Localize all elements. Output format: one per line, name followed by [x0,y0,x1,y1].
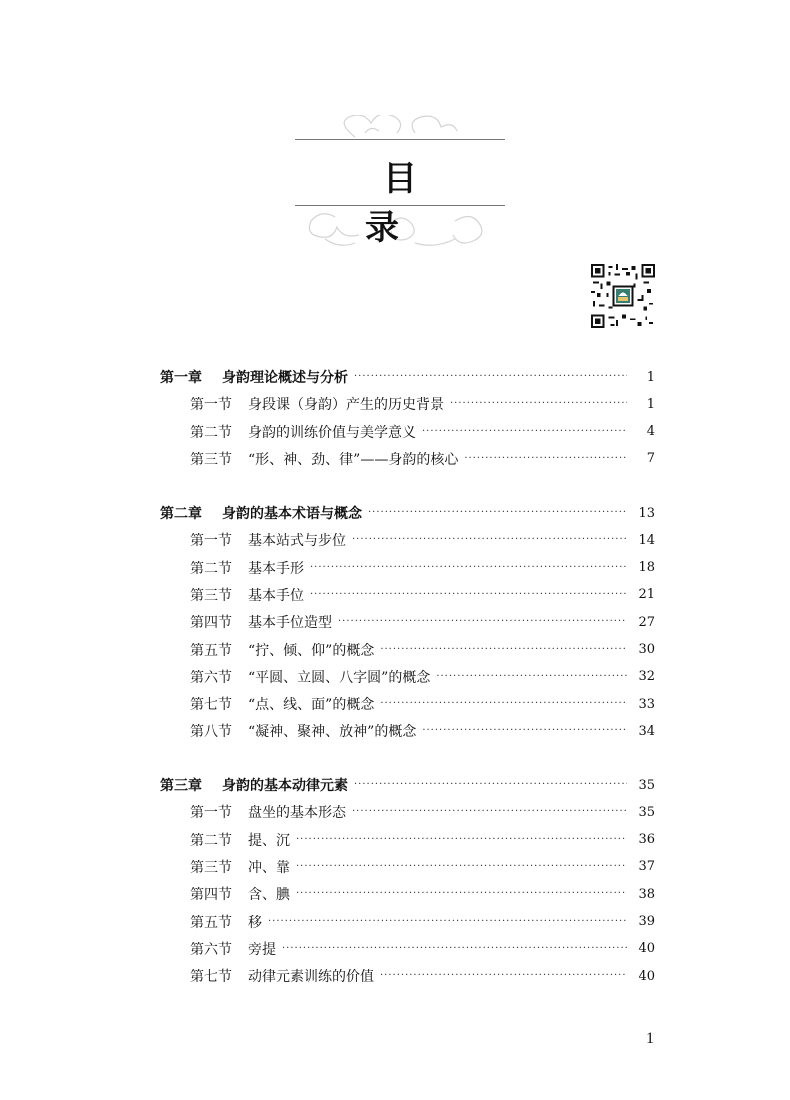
section-entry-number: 第五节 [190,642,232,659]
section-entry[interactable] [160,393,655,415]
chapter-entry-title: 身韵理论概述与分析 [222,370,348,386]
section-entry[interactable] [160,938,655,960]
dot-leader [352,805,627,819]
section-entry-label [160,640,374,660]
section-entry-page: 33 [638,696,655,712]
section-entry-page: 34 [638,723,655,739]
chapter-entry-label [160,503,362,523]
chapter-entry-title: 身韵的基本术语与概念 [222,506,362,522]
section-entry-page: 38 [638,886,655,902]
dot-leader [296,887,627,901]
section-entry-page: 40 [638,968,655,984]
section-entry-page: 1 [646,396,655,412]
dot-leader [268,915,627,929]
section-entry[interactable] [160,421,655,443]
dot-leader [310,588,627,602]
section-entry[interactable] [160,720,655,742]
section-entry-page: 36 [638,832,655,848]
section-entry-title: 基本站式与步位 [248,533,346,550]
chapter-entry-title: 身韵的基本动律元素 [222,778,348,794]
section-entry-page: 21 [638,587,655,603]
chapter-entry-number: 第三章 [160,778,202,794]
chapter-entry-number: 第一章 [160,370,202,386]
dot-leader [380,643,627,657]
section-entry-title: “形、神、劲、律”——身韵的核心 [248,451,459,468]
section-entry[interactable] [160,856,655,878]
qr-code-icon[interactable] [591,264,655,328]
section-entry-title: “点、线、面”的概念 [248,697,375,714]
section-entry-title: 基本手位造型 [248,615,332,632]
section-entry-number: 第七节 [190,697,232,714]
chapter-entry-number: 第二章 [160,506,202,522]
section-entry-title: 动律元素训练的价值 [248,969,374,986]
section-entry-number: 第一节 [190,805,232,822]
section-entry-page: 35 [638,804,655,820]
chapter-entry[interactable] [160,366,655,388]
chapter-entry-label [160,367,348,387]
section-entry-page: 14 [638,532,655,548]
section-entry-number: 第二节 [190,560,232,577]
section-entry-number: 第二节 [190,424,232,441]
section-entry-label [160,939,276,959]
section-entry-number: 第二节 [190,832,232,849]
section-entry-title: 移 [248,914,262,931]
section-entry[interactable] [160,529,655,551]
dot-leader [310,561,627,575]
section-entry[interactable] [160,883,655,905]
section-entry-title: 基本手位 [248,587,304,604]
dot-leader [352,533,627,547]
section-entry-label [160,449,458,469]
section-entry-title: “平圆、立圆、八字圆”的概念 [248,669,431,686]
section-entry-label [160,857,290,877]
section-entry-page: 37 [638,859,655,875]
section-entry[interactable] [160,911,655,933]
section-entry-title: 身段课（身韵）产生的历史背景 [248,397,444,414]
section-entry-label [160,585,304,605]
toc-header [295,115,505,255]
section-entry[interactable] [160,801,655,823]
title-rule-top [295,139,505,140]
dot-leader [380,969,627,983]
dot-leader [436,670,627,684]
section-entry-title: 含、腆 [248,887,290,904]
section-entry[interactable] [160,639,655,661]
section-entry-title: 冲、靠 [248,859,290,876]
section-entry-page: 4 [646,424,655,440]
section-entry-title: 提、沉 [248,832,290,849]
chapter-entry-page: 13 [638,505,655,521]
section-entry-page: 32 [638,669,655,685]
section-entry-page: 18 [638,560,655,576]
section-entry-number: 第三节 [190,587,232,604]
section-entry-label [160,612,332,632]
dot-leader [354,778,627,792]
title-rule-bottom [295,205,505,206]
dot-leader [422,425,627,439]
chapter-entry-label [160,775,348,795]
section-entry-title: 基本手形 [248,560,304,577]
section-entry-label [160,830,290,850]
section-entry[interactable] [160,666,655,688]
section-entry-title: 旁提 [248,941,276,958]
section-entry-number: 第七节 [190,969,232,986]
section-entry-label [160,802,346,822]
section-entry-label [160,667,430,687]
chapter-entry-page: 1 [646,369,655,385]
section-entry-label [160,884,290,904]
chapter-entry[interactable] [160,502,655,524]
dot-leader [380,697,627,711]
section-entry-page: 39 [638,914,655,929]
page-number: 1 [646,1030,654,1047]
section-entry-page: 30 [638,642,655,657]
section-entry-number: 第六节 [190,941,232,958]
section-entry-number: 第三节 [190,859,232,876]
section-entry-number: 第四节 [190,615,232,632]
section-entry-label [160,721,416,741]
section-entry-number: 第三节 [190,451,232,468]
section-entry[interactable] [160,693,655,715]
section-entry-label [160,422,416,442]
section-entry-page: 7 [646,451,655,467]
section-entry-title: 盘坐的基本形态 [248,805,346,822]
section-entry[interactable] [160,965,655,987]
dot-leader [338,615,627,629]
section-entry-page: 27 [638,614,655,630]
dot-leader [354,370,627,384]
section-entry-title: “拧、倾、仰”的概念 [248,642,375,659]
dot-leader [296,860,627,874]
section-entry-label [160,558,304,578]
section-entry-number: 第八节 [190,724,232,741]
section-entry-number: 第五节 [190,914,232,931]
section-entry-number: 第四节 [190,887,232,904]
section-entry-title: “凝神、聚神、放神”的概念 [248,724,417,741]
section-entry-label [160,912,262,932]
dot-leader [464,452,627,466]
section-entry[interactable] [160,611,655,633]
dot-leader [282,942,627,956]
section-entry[interactable] [160,448,655,470]
page-title: 目 录 [365,159,453,248]
section-entry[interactable] [160,829,655,851]
section-entry-label [160,394,444,414]
section-entry-label [160,694,374,714]
chapter-entry[interactable] [160,774,655,796]
dot-leader [450,397,627,411]
chapter-entry-page: 35 [638,777,655,793]
dot-leader [296,833,627,847]
section-entry-page: 40 [638,941,655,957]
section-entry[interactable] [160,584,655,606]
section-entry-label [160,966,374,986]
section-entry-number: 第六节 [190,669,232,686]
section-entry-title: 身韵的训练价值与美学意义 [248,424,416,441]
dot-leader [368,506,627,520]
section-entry-label [160,530,346,550]
section-entry-number: 第一节 [190,533,232,550]
section-entry-number: 第一节 [190,397,232,414]
dot-leader [422,724,627,738]
section-entry[interactable] [160,557,655,579]
